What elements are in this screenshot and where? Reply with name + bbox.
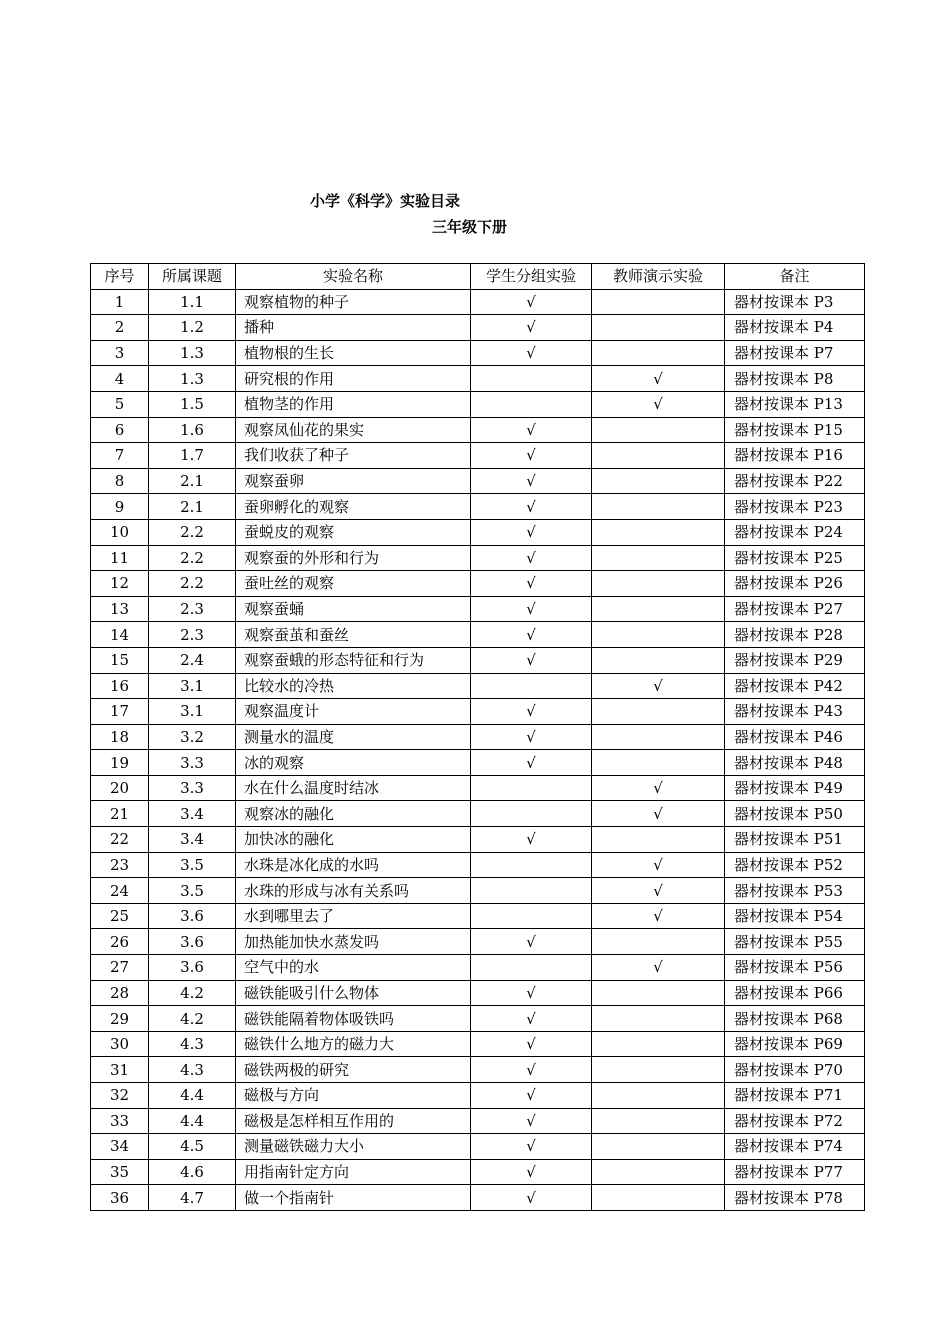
- cell-experiment-name: 播种: [236, 315, 471, 341]
- cell-experiment-name: 用指南针定方向: [236, 1159, 471, 1185]
- cell-experiment-name: 测量水的温度: [236, 724, 471, 750]
- cell-remarks: 器材按课本 P43: [725, 699, 865, 725]
- cell-student-group: √: [471, 750, 592, 776]
- table-row: [91, 417, 865, 443]
- cell-remarks: 器材按课本 P46: [725, 724, 865, 750]
- cell-experiment-name: 比较水的冷热: [236, 673, 471, 699]
- cell-number: 17: [91, 699, 149, 725]
- cell-experiment-name: 冰的观察: [236, 750, 471, 776]
- cell-topic: 1.5: [149, 391, 236, 417]
- cell-number: 30: [91, 1031, 149, 1057]
- cell-student-group: √: [471, 315, 592, 341]
- table-row: [91, 468, 865, 494]
- cell-teacher-demo: [592, 1108, 725, 1134]
- cell-number: 23: [91, 852, 149, 878]
- cell-student-group: √: [471, 596, 592, 622]
- cell-student-group: √: [471, 622, 592, 648]
- cell-student-group: √: [471, 443, 592, 469]
- cell-number: 13: [91, 596, 149, 622]
- cell-student-group: [471, 903, 592, 929]
- cell-teacher-demo: [592, 468, 725, 494]
- header-experiment-name: 实验名称: [236, 264, 471, 290]
- cell-topic: 4.3: [149, 1031, 236, 1057]
- cell-teacher-demo: [592, 519, 725, 545]
- cell-remarks: 器材按课本 P3: [725, 289, 865, 315]
- cell-topic: 4.4: [149, 1083, 236, 1109]
- cell-teacher-demo: [592, 417, 725, 443]
- cell-student-group: √: [471, 1057, 592, 1083]
- cell-topic: 4.2: [149, 1006, 236, 1032]
- cell-student-group: [471, 852, 592, 878]
- table-row: [91, 699, 865, 725]
- cell-student-group: √: [471, 417, 592, 443]
- cell-student-group: √: [471, 494, 592, 520]
- cell-teacher-demo: [592, 699, 725, 725]
- cell-student-group: √: [471, 1185, 592, 1211]
- cell-remarks: 器材按课本 P69: [725, 1031, 865, 1057]
- table-body: [91, 289, 865, 1210]
- table-row: [91, 1159, 865, 1185]
- header-remarks: 备注: [725, 264, 865, 290]
- cell-topic: 4.5: [149, 1134, 236, 1160]
- cell-remarks: 器材按课本 P71: [725, 1083, 865, 1109]
- header-teacher-demo: 教师演示实验: [592, 264, 725, 290]
- cell-topic: 3.4: [149, 801, 236, 827]
- cell-remarks: 器材按课本 P25: [725, 545, 865, 571]
- cell-student-group: √: [471, 571, 592, 597]
- cell-teacher-demo: [592, 1159, 725, 1185]
- cell-topic: 2.2: [149, 519, 236, 545]
- cell-number: 5: [91, 391, 149, 417]
- cell-number: 7: [91, 443, 149, 469]
- table-row: [91, 1185, 865, 1211]
- cell-teacher-demo: [592, 545, 725, 571]
- table-row: [91, 724, 865, 750]
- cell-student-group: √: [471, 827, 592, 853]
- cell-topic: 1.1: [149, 289, 236, 315]
- cell-student-group: [471, 673, 592, 699]
- cell-student-group: √: [471, 519, 592, 545]
- cell-student-group: [471, 775, 592, 801]
- table-row: [91, 647, 865, 673]
- cell-student-group: √: [471, 1159, 592, 1185]
- cell-topic: 4.7: [149, 1185, 236, 1211]
- table-row: [91, 750, 865, 776]
- cell-student-group: √: [471, 647, 592, 673]
- header-number: 序号: [91, 264, 149, 290]
- cell-teacher-demo: [592, 980, 725, 1006]
- cell-number: 9: [91, 494, 149, 520]
- cell-remarks: 器材按课本 P28: [725, 622, 865, 648]
- table-row: [91, 571, 865, 597]
- cell-experiment-name: 水到哪里去了: [236, 903, 471, 929]
- table-row: [91, 980, 865, 1006]
- cell-teacher-demo: √: [592, 955, 725, 981]
- cell-remarks: 器材按课本 P50: [725, 801, 865, 827]
- cell-experiment-name: 磁铁什么地方的磁力大: [236, 1031, 471, 1057]
- cell-number: 10: [91, 519, 149, 545]
- cell-student-group: [471, 801, 592, 827]
- cell-number: 28: [91, 980, 149, 1006]
- cell-topic: 4.2: [149, 980, 236, 1006]
- cell-remarks: 器材按课本 P23: [725, 494, 865, 520]
- cell-student-group: √: [471, 699, 592, 725]
- cell-remarks: 器材按课本 P15: [725, 417, 865, 443]
- cell-experiment-name: 植物根的生长: [236, 340, 471, 366]
- cell-experiment-name: 水珠是冰化成的水吗: [236, 852, 471, 878]
- table-row: [91, 366, 865, 392]
- cell-teacher-demo: √: [592, 903, 725, 929]
- cell-experiment-name: 做一个指南针: [236, 1185, 471, 1211]
- cell-student-group: [471, 878, 592, 904]
- table-row: [91, 1031, 865, 1057]
- cell-student-group: √: [471, 289, 592, 315]
- cell-student-group: [471, 366, 592, 392]
- cell-student-group: √: [471, 980, 592, 1006]
- cell-experiment-name: 蚕卵孵化的观察: [236, 494, 471, 520]
- cell-experiment-name: 加快冰的融化: [236, 827, 471, 853]
- cell-topic: 2.3: [149, 622, 236, 648]
- cell-remarks: 器材按课本 P78: [725, 1185, 865, 1211]
- cell-experiment-name: 观察蚕蛹: [236, 596, 471, 622]
- cell-topic: 1.7: [149, 443, 236, 469]
- cell-teacher-demo: [592, 571, 725, 597]
- cell-topic: 3.4: [149, 827, 236, 853]
- cell-experiment-name: 观察冰的融化: [236, 801, 471, 827]
- cell-remarks: 器材按课本 P26: [725, 571, 865, 597]
- cell-remarks: 器材按课本 P70: [725, 1057, 865, 1083]
- cell-experiment-name: 磁铁能隔着物体吸铁吗: [236, 1006, 471, 1032]
- cell-topic: 1.2: [149, 315, 236, 341]
- cell-topic: 1.3: [149, 340, 236, 366]
- cell-student-group: √: [471, 929, 592, 955]
- cell-topic: 4.4: [149, 1108, 236, 1134]
- cell-number: 3: [91, 340, 149, 366]
- cell-teacher-demo: √: [592, 366, 725, 392]
- cell-number: 8: [91, 468, 149, 494]
- cell-number: 15: [91, 647, 149, 673]
- cell-number: 20: [91, 775, 149, 801]
- cell-remarks: 器材按课本 P29: [725, 647, 865, 673]
- cell-number: 25: [91, 903, 149, 929]
- cell-experiment-name: 观察凤仙花的果实: [236, 417, 471, 443]
- cell-teacher-demo: [592, 750, 725, 776]
- cell-number: 26: [91, 929, 149, 955]
- cell-experiment-name: 磁极是怎样相互作用的: [236, 1108, 471, 1134]
- cell-teacher-demo: √: [592, 775, 725, 801]
- document-title: 小学《科学》实验目录: [310, 192, 461, 210]
- cell-experiment-name: 磁铁两极的研究: [236, 1057, 471, 1083]
- table-row: [91, 1134, 865, 1160]
- cell-topic: 3.3: [149, 775, 236, 801]
- cell-teacher-demo: [592, 443, 725, 469]
- cell-number: 18: [91, 724, 149, 750]
- cell-teacher-demo: [592, 1057, 725, 1083]
- cell-teacher-demo: [592, 1031, 725, 1057]
- cell-experiment-name: 磁极与方向: [236, 1083, 471, 1109]
- cell-remarks: 器材按课本 P13: [725, 391, 865, 417]
- cell-student-group: √: [471, 545, 592, 571]
- cell-number: 6: [91, 417, 149, 443]
- cell-topic: 3.1: [149, 673, 236, 699]
- cell-remarks: 器材按课本 P4: [725, 315, 865, 341]
- cell-topic: 3.3: [149, 750, 236, 776]
- table-row: [91, 878, 865, 904]
- cell-experiment-name: 观察蚕卵: [236, 468, 471, 494]
- cell-number: 31: [91, 1057, 149, 1083]
- cell-remarks: 器材按课本 P52: [725, 852, 865, 878]
- table-row: [91, 775, 865, 801]
- cell-teacher-demo: [592, 494, 725, 520]
- cell-number: 11: [91, 545, 149, 571]
- table-row: [91, 494, 865, 520]
- table-row: [91, 315, 865, 341]
- cell-student-group: √: [471, 468, 592, 494]
- table-row: [91, 1057, 865, 1083]
- cell-topic: 3.5: [149, 852, 236, 878]
- table-row: [91, 519, 865, 545]
- cell-remarks: 器材按课本 P42: [725, 673, 865, 699]
- cell-teacher-demo: √: [592, 852, 725, 878]
- cell-number: 16: [91, 673, 149, 699]
- cell-experiment-name: 观察蚕茧和蚕丝: [236, 622, 471, 648]
- cell-experiment-name: 蚕吐丝的观察: [236, 571, 471, 597]
- cell-teacher-demo: √: [592, 391, 725, 417]
- cell-experiment-name: 加热能加快水蒸发吗: [236, 929, 471, 955]
- cell-topic: 3.6: [149, 903, 236, 929]
- cell-topic: 1.3: [149, 366, 236, 392]
- cell-teacher-demo: [592, 724, 725, 750]
- table-row: [91, 622, 865, 648]
- table-row: [91, 1006, 865, 1032]
- table-row: [91, 827, 865, 853]
- cell-topic: 2.4: [149, 647, 236, 673]
- cell-experiment-name: 观察蚕蛾的形态特征和行为: [236, 647, 471, 673]
- cell-teacher-demo: √: [592, 801, 725, 827]
- table-row: [91, 596, 865, 622]
- cell-number: 19: [91, 750, 149, 776]
- cell-number: 24: [91, 878, 149, 904]
- cell-topic: 2.1: [149, 468, 236, 494]
- cell-teacher-demo: [592, 1083, 725, 1109]
- cell-remarks: 器材按课本 P68: [725, 1006, 865, 1032]
- cell-teacher-demo: [592, 340, 725, 366]
- cell-number: 21: [91, 801, 149, 827]
- cell-topic: 3.5: [149, 878, 236, 904]
- cell-topic: 2.1: [149, 494, 236, 520]
- cell-number: 1: [91, 289, 149, 315]
- cell-number: 12: [91, 571, 149, 597]
- cell-experiment-name: 水在什么温度时结冰: [236, 775, 471, 801]
- table-row: [91, 852, 865, 878]
- cell-experiment-name: 空气中的水: [236, 955, 471, 981]
- cell-remarks: 器材按课本 P48: [725, 750, 865, 776]
- table-row: [91, 1108, 865, 1134]
- cell-teacher-demo: [592, 315, 725, 341]
- cell-remarks: 器材按课本 P54: [725, 903, 865, 929]
- cell-experiment-name: 植物茎的作用: [236, 391, 471, 417]
- cell-number: 14: [91, 622, 149, 648]
- cell-remarks: 器材按课本 P66: [725, 980, 865, 1006]
- cell-remarks: 器材按课本 P77: [725, 1159, 865, 1185]
- cell-teacher-demo: [592, 289, 725, 315]
- cell-number: 2: [91, 315, 149, 341]
- cell-remarks: 器材按课本 P22: [725, 468, 865, 494]
- cell-experiment-name: 观察蚕的外形和行为: [236, 545, 471, 571]
- cell-experiment-name: 测量磁铁磁力大小: [236, 1134, 471, 1160]
- cell-topic: 3.2: [149, 724, 236, 750]
- cell-student-group: √: [471, 1006, 592, 1032]
- table-header-row: [91, 264, 865, 290]
- cell-student-group: √: [471, 1031, 592, 1057]
- cell-teacher-demo: [592, 1006, 725, 1032]
- header-student-group: 学生分组实验: [471, 264, 592, 290]
- cell-experiment-name: 观察植物的种子: [236, 289, 471, 315]
- table-row: [91, 929, 865, 955]
- experiment-table: [90, 263, 865, 1211]
- cell-teacher-demo: [592, 827, 725, 853]
- cell-topic: 1.6: [149, 417, 236, 443]
- cell-number: 33: [91, 1108, 149, 1134]
- cell-topic: 3.6: [149, 955, 236, 981]
- cell-number: 36: [91, 1185, 149, 1211]
- table-row: [91, 673, 865, 699]
- cell-experiment-name: 水珠的形成与冰有关系吗: [236, 878, 471, 904]
- table-row: [91, 955, 865, 981]
- cell-remarks: 器材按课本 P56: [725, 955, 865, 981]
- cell-teacher-demo: [592, 1185, 725, 1211]
- cell-remarks: 器材按课本 P7: [725, 340, 865, 366]
- cell-number: 32: [91, 1083, 149, 1109]
- cell-remarks: 器材按课本 P51: [725, 827, 865, 853]
- cell-topic: 2.3: [149, 596, 236, 622]
- table-row: [91, 1083, 865, 1109]
- cell-number: 22: [91, 827, 149, 853]
- cell-remarks: 器材按课本 P16: [725, 443, 865, 469]
- cell-remarks: 器材按课本 P49: [725, 775, 865, 801]
- table-row: [91, 391, 865, 417]
- cell-number: 27: [91, 955, 149, 981]
- table-row: [91, 801, 865, 827]
- cell-experiment-name: 研究根的作用: [236, 366, 471, 392]
- cell-teacher-demo: [592, 596, 725, 622]
- cell-teacher-demo: [592, 1134, 725, 1160]
- cell-remarks: 器材按课本 P24: [725, 519, 865, 545]
- cell-teacher-demo: √: [592, 878, 725, 904]
- cell-student-group: [471, 955, 592, 981]
- cell-topic: 3.1: [149, 699, 236, 725]
- cell-student-group: √: [471, 1083, 592, 1109]
- cell-remarks: 器材按课本 P27: [725, 596, 865, 622]
- table-row: [91, 340, 865, 366]
- cell-remarks: 器材按课本 P53: [725, 878, 865, 904]
- cell-student-group: √: [471, 1108, 592, 1134]
- cell-student-group: [471, 391, 592, 417]
- document-subtitle: 三年级下册: [432, 218, 508, 236]
- cell-topic: 3.6: [149, 929, 236, 955]
- cell-number: 35: [91, 1159, 149, 1185]
- cell-teacher-demo: √: [592, 673, 725, 699]
- cell-student-group: √: [471, 724, 592, 750]
- cell-remarks: 器材按课本 P8: [725, 366, 865, 392]
- cell-remarks: 器材按课本 P55: [725, 929, 865, 955]
- cell-remarks: 器材按课本 P74: [725, 1134, 865, 1160]
- cell-number: 4: [91, 366, 149, 392]
- cell-experiment-name: 磁铁能吸引什么物体: [236, 980, 471, 1006]
- cell-remarks: 器材按课本 P72: [725, 1108, 865, 1134]
- table-row: [91, 903, 865, 929]
- cell-number: 34: [91, 1134, 149, 1160]
- table-row: [91, 545, 865, 571]
- cell-teacher-demo: [592, 647, 725, 673]
- cell-topic: 4.3: [149, 1057, 236, 1083]
- cell-experiment-name: 我们收获了种子: [236, 443, 471, 469]
- cell-experiment-name: 观察温度计: [236, 699, 471, 725]
- cell-topic: 4.6: [149, 1159, 236, 1185]
- header-topic: 所属课题: [149, 264, 236, 290]
- cell-topic: 2.2: [149, 545, 236, 571]
- cell-experiment-name: 蚕蜕皮的观察: [236, 519, 471, 545]
- cell-teacher-demo: [592, 929, 725, 955]
- table-row: [91, 443, 865, 469]
- cell-number: 29: [91, 1006, 149, 1032]
- table-row: [91, 289, 865, 315]
- cell-student-group: √: [471, 1134, 592, 1160]
- cell-student-group: √: [471, 340, 592, 366]
- cell-teacher-demo: [592, 622, 725, 648]
- cell-topic: 2.2: [149, 571, 236, 597]
